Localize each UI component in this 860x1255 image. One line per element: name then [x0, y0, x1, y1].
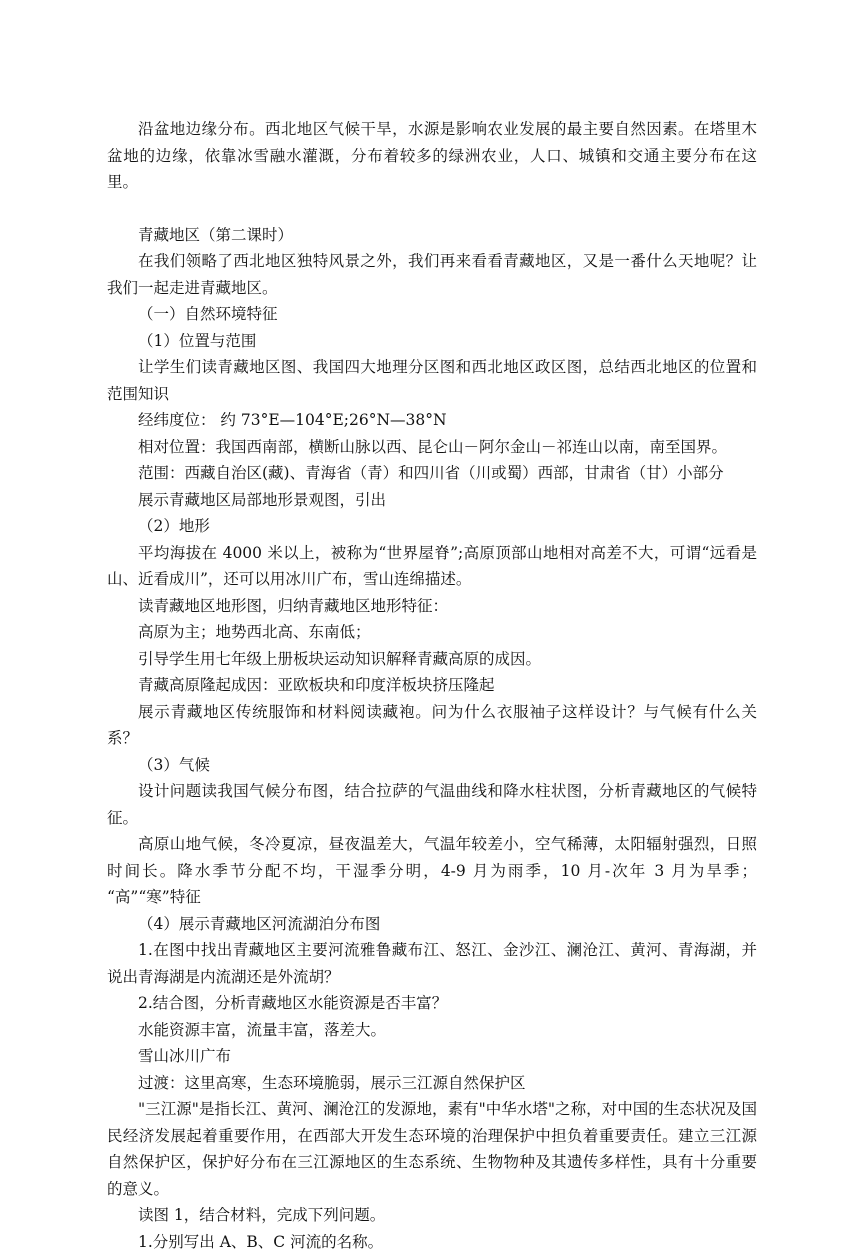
paragraph-plate-task: 引导学生用七年级上册板块运动知识解释青藏高原的成因。	[107, 646, 757, 673]
paragraph-transition: 过渡：这里高寒，生态环境脆弱，展示三江源自然保护区	[107, 1070, 757, 1097]
paragraph-terrain-answer: 高原为主；地势西北高、东南低；	[107, 619, 757, 646]
paragraph-rivers-q2: 2.结合图，分析青藏地区水能资源是否丰富？	[107, 990, 757, 1017]
heading-rivers: （4）展示青藏地区河流湖泊分布图	[107, 911, 757, 938]
paragraph-exercise-q1: 1.分别写出 A、B、C 河流的名称。	[107, 1229, 757, 1255]
paragraph-altitude: 平均海拔在 4000 米以上，被称为“世界屋脊”;高原顶部山地相对高差不大，可谓“远看是山、近看成川”，还可以用冰川广布，雪山连绵描述。	[107, 540, 757, 593]
paragraph-intro: 在我们领略了西北地区独特风景之外，我们再来看看青藏地区，又是一番什么天地呢？让我们一起走进青藏地区。	[107, 248, 757, 301]
blank-line	[107, 196, 757, 222]
paragraph-extent: 范围：西藏自治区(藏)、青海省（青）和四川省（川或蜀）西部，甘肃省（甘）小部分	[107, 460, 757, 487]
heading-terrain: （2）地形	[107, 513, 757, 540]
paragraph-plate-answer: 青藏高原隆起成因：亚欧板块和印度洋板块挤压隆起	[107, 672, 757, 699]
paragraph-coordinates: 经纬度位： 约 73°E—104°E;26°N—38°N	[107, 407, 757, 434]
paragraph-climate-answer: 高原山地气候，冬冷夏凉，昼夜温差大，气温年较差小，空气稀薄，太阳辐射强烈，日照时间长。降水季节分配不均，干湿季分明，4-9 月为雨季，10 月-次年 3 月为旱季； “高”“寒”特征	[107, 831, 757, 911]
heading-natural-environment: （一）自然环境特征	[107, 301, 757, 328]
paragraph-location-task: 让学生们读青藏地区图、我国四大地理分区图和西北地区政区图，总结西北地区的位置和范围知识	[107, 354, 757, 407]
paragraph-oasis-agriculture: 沿盆地边缘分布。西北地区气候干旱，水源是影响农业发展的最主要自然因素。在塔里木盆地的边缘，依靠冰雪融水灌溉，分布着较多的绿洲农业，人口、城镇和交通主要分布在这里。	[107, 116, 757, 196]
paragraph-exercise-intro: 读图 1，结合材料，完成下列问题。	[107, 1202, 757, 1229]
paragraph-terrain-task: 读青藏地区地形图，归纳青藏地区地形特征：	[107, 593, 757, 620]
paragraph-sanjiangyuan: "三江源"是指长江、黄河、澜沧江的发源地，素有"中华水塔"之称，对中国的生态状况及国民经济发展起着重要作用，在西部大开发生态环境的治理保护中担负着重要责任。建立三江源自然保护区，保护好分布在三江源地区的生态系统、生物物种及其遗传多样性，具有十分重要的意义。	[107, 1096, 757, 1202]
paragraph-glaciers: 雪山冰川广布	[107, 1043, 757, 1070]
paragraph-climate-task: 设计问题读我国气候分布图，结合拉萨的气温曲线和降水柱状图，分析青藏地区的气候特征。	[107, 778, 757, 831]
paragraph-hydropower: 水能资源丰富，流量丰富，落差大。	[107, 1017, 757, 1044]
heading-location: （1）位置与范围	[107, 328, 757, 355]
paragraph-landscape: 展示青藏地区局部地形景观图，引出	[107, 487, 757, 514]
paragraph-rivers-q1: 1.在图中找出青藏地区主要河流雅鲁藏布江、怒江、金沙江、澜沧江、黄河、青海湖，并说出青海湖是内流湖还是外流胡？	[107, 937, 757, 990]
heading-climate: （3）气候	[107, 752, 757, 779]
document-page	[107, 116, 757, 1255]
paragraph-relative-position: 相对位置：我国西南部，横断山脉以西、昆仑山－阿尔金山－祁连山以南，南至国界。	[107, 434, 757, 461]
section-title: 青藏地区（第二课时）	[107, 222, 757, 249]
paragraph-clothing: 展示青藏地区传统服饰和材料阅读藏袍。问为什么衣服袖子这样设计？与气候有什么关系？	[107, 699, 757, 752]
